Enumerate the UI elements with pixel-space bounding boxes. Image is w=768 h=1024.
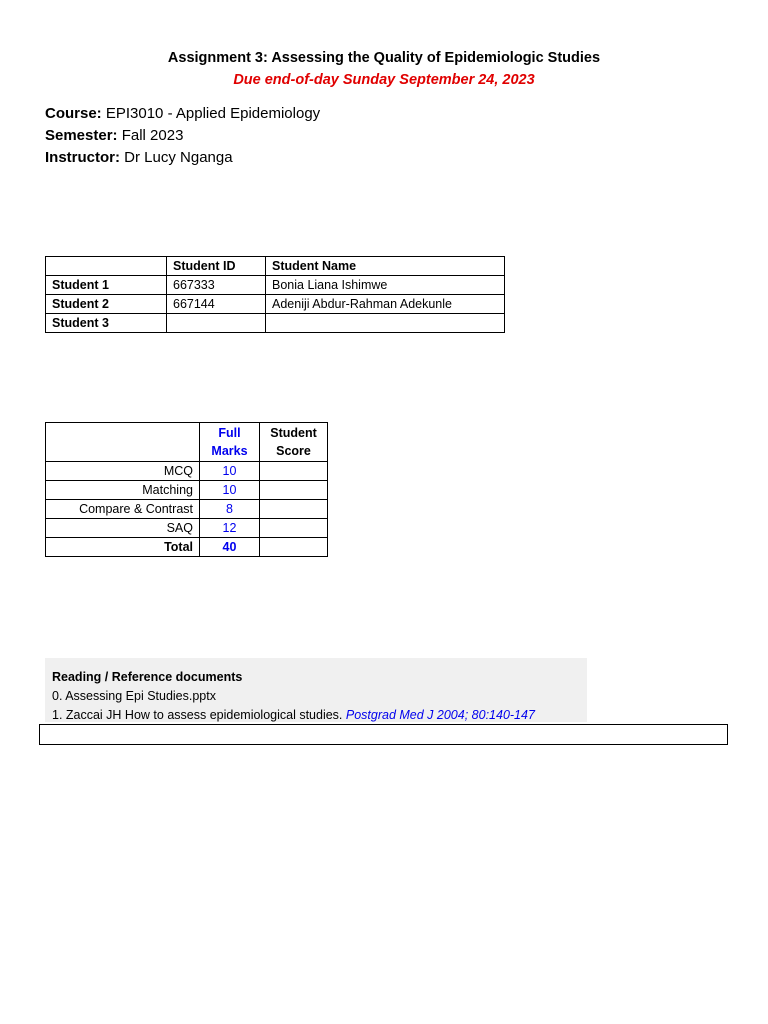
reference-item: 0. Assessing Epi Studies.pptx xyxy=(52,689,216,703)
students-header-blank xyxy=(46,257,167,276)
student-id: 667333 xyxy=(167,276,266,295)
table-row xyxy=(46,314,505,333)
student-name: Adeniji Abdur-Rahman Adekunle xyxy=(266,295,505,314)
due-date: Due end-of-day Sunday September 24, 2023 xyxy=(233,72,535,88)
table-row xyxy=(46,481,328,500)
mark-full: 10 xyxy=(200,462,260,481)
marks-header-full xyxy=(200,423,260,462)
marks-table xyxy=(45,422,328,557)
student-id xyxy=(167,314,266,333)
marks-header-score-line1: Student xyxy=(270,426,317,440)
mark-full: 10 xyxy=(200,481,260,500)
mark-item: MCQ xyxy=(46,462,200,481)
mark-score xyxy=(260,481,328,500)
reference-citation-link[interactable]: Postgrad Med J 2004; 80:140-147 xyxy=(345,708,535,722)
students-header-name: Student Name xyxy=(266,257,505,276)
reference-text: 1. Zaccai JH How to assess epidemiological studies. xyxy=(52,708,346,722)
student-label: Student 2 xyxy=(46,295,167,314)
marks-header-full-line2: Marks xyxy=(211,444,248,458)
table-row xyxy=(46,276,505,295)
references-heading: Reading / Reference documents xyxy=(52,670,243,684)
marks-total-row xyxy=(46,538,328,557)
mark-item: SAQ xyxy=(46,519,200,538)
students-header-id: Student ID xyxy=(167,257,266,276)
mark-full: 12 xyxy=(200,519,260,538)
semester-line xyxy=(45,125,183,147)
table-row xyxy=(46,519,328,538)
semester-label: Semester: xyxy=(45,127,118,144)
table-row xyxy=(46,295,505,314)
total-label: Total xyxy=(46,538,200,557)
mark-full: 8 xyxy=(200,500,260,519)
student-label: Student 1 xyxy=(46,276,167,295)
mark-score xyxy=(260,462,328,481)
instructor-value: Dr Lucy Nganga xyxy=(120,149,233,166)
mark-score xyxy=(260,500,328,519)
total-score xyxy=(260,538,328,557)
students-table xyxy=(45,256,505,333)
course-line xyxy=(45,103,320,125)
semester-value: Fall 2023 xyxy=(117,127,184,144)
students-header-row xyxy=(46,257,505,276)
instructor-line xyxy=(45,147,233,169)
student-name xyxy=(266,314,505,333)
instructor-label: Instructor: xyxy=(45,149,120,166)
reference-item xyxy=(52,706,587,725)
course-value: EPI3010 - Applied Epidemiology xyxy=(101,105,321,122)
marks-header-score-line2: Score xyxy=(276,444,311,458)
total-full: 40 xyxy=(200,538,260,557)
marks-header-row xyxy=(46,423,328,462)
assignment-title: Assignment 3: Assessing the Quality of Epidemiologic Studies xyxy=(167,50,601,66)
mark-item: Compare & Contrast xyxy=(46,500,200,519)
mark-score xyxy=(260,519,328,538)
table-row xyxy=(46,462,328,481)
course-label: Course: xyxy=(45,105,102,122)
student-id: 667144 xyxy=(167,295,266,314)
marks-header-score xyxy=(260,423,328,462)
references-section xyxy=(45,658,587,722)
student-name: Bonia Liana Ishimwe xyxy=(266,276,505,295)
empty-text-box xyxy=(39,724,728,745)
marks-header-blank xyxy=(46,423,200,462)
table-row xyxy=(46,500,328,519)
student-label: Student 3 xyxy=(46,314,167,333)
mark-item: Matching xyxy=(46,481,200,500)
marks-header-full-line1: Full xyxy=(218,426,241,440)
